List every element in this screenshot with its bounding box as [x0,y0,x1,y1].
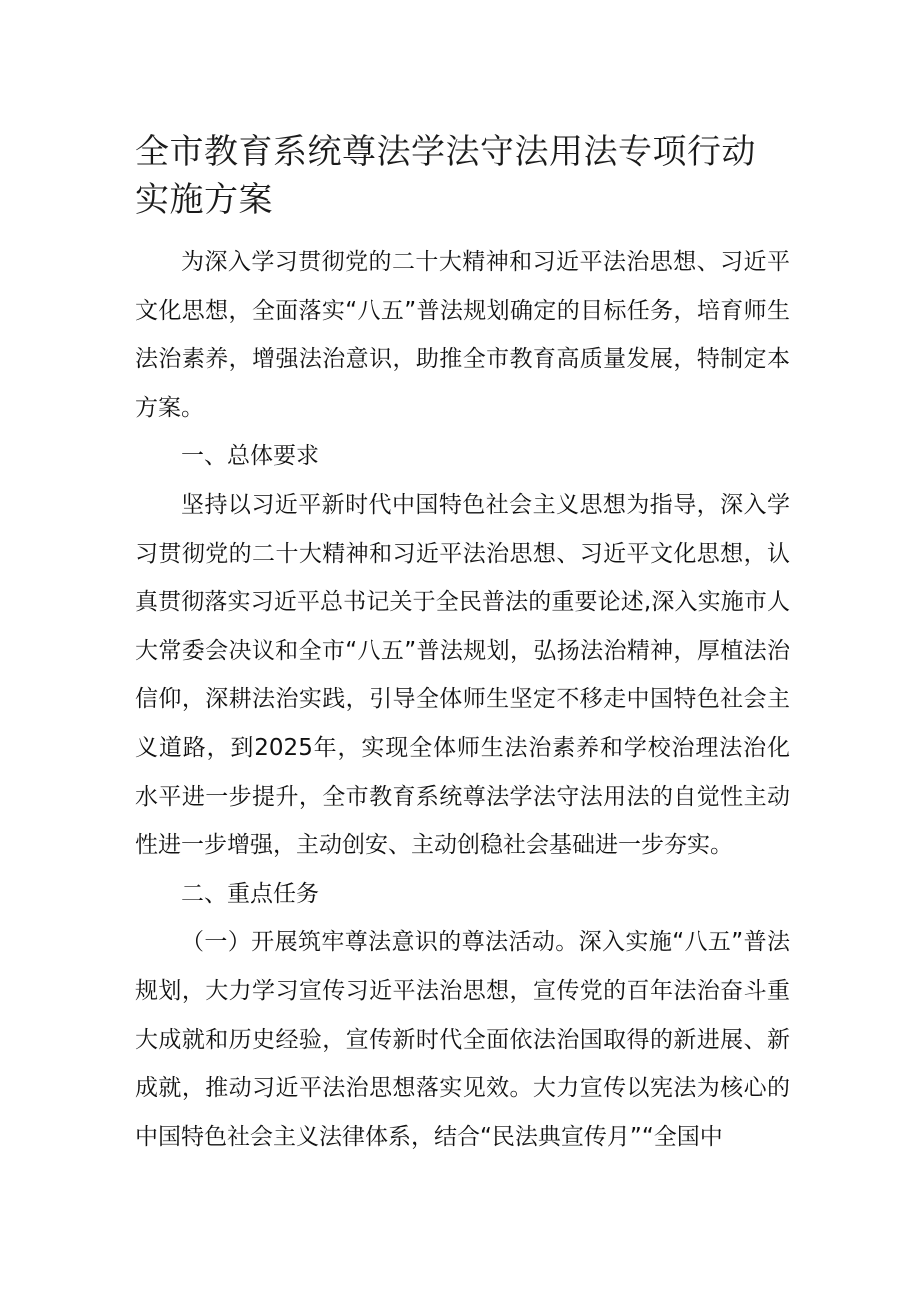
general-requirements-paragraph: 坚持以习近平新时代中国特色社会主义思想为指导，深入学习贯彻党的二十大精神和习近平法治思想、习近平文化思想，认真贯彻落实习近平总书记关于全民普法的重要论述,深入实施市人大常委会决议和全市“八五”普法规划，弘扬法治精神，厚植法治信仰，深耕法治实践，引导全体师生坚定不移走中国特色社会主义道路，到2025年，实现全体师生法治素养和学校治理法治化水平进一步提升，全市教育系统尊法学法守法用法的自觉性主动性进一步增强，主动创安、主动创稳社会基础进一步夯实。 [135,491,790,859]
section-heading-general-requirements: 一、总体要求 [181,443,319,470]
document-body [135,128,790,1161]
intro-paragraph: 为深入学习贯彻党的二十大精神和习近平法治思想、习近平文化思想，全面落实“八五”普法规划确定的目标任务，培育师生法治素养，增强法治意识，助推全市教育高质量发展，特制定本方案。 [135,249,790,421]
document-title: 全市教育系统尊法学法守法用法专项行动实施方案 [135,132,756,220]
section-heading-key-tasks: 二、重点任务 [181,880,319,907]
key-task-1-paragraph: （一）开展筑牢尊法意识的尊法活动。深入实施“八五”普法规划，大力学习宣传习近平法治思想，宣传党的百年法治奋斗重大成就和历史经验，宣传新时代全面依法治国取得的新进展、新成就，推动习近平法治思想落实见效。大力宣传以宪法为核心的中国特色社会主义法律体系，结合“民法典宣传月”“全国中 [135,929,790,1150]
